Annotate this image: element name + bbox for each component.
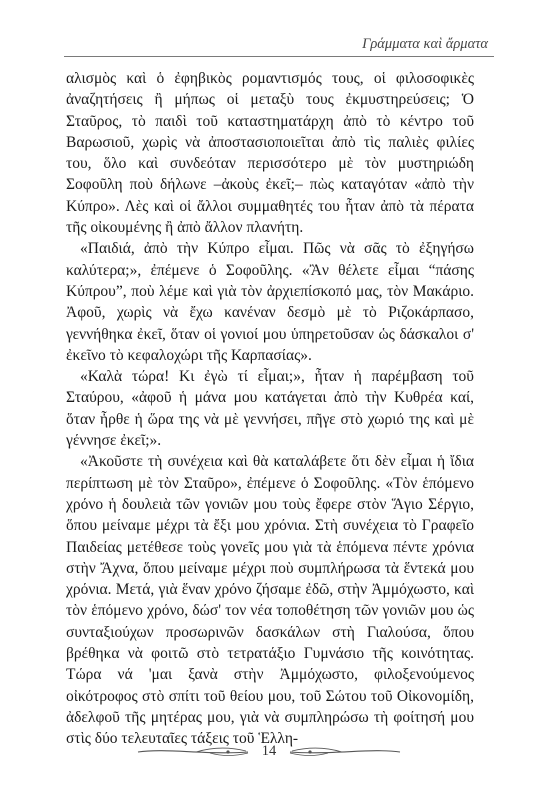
header-rule (64, 56, 494, 57)
flourish-ornament-icon (282, 742, 402, 762)
body-text (66, 68, 474, 750)
paragraph: αλισμὸς καὶ ὁ ἐφηβικὸς ρομαντισμός τους, οἱ φιλοσοφικὲς ἀναζητήσεις ἢ μήπως οἱ μεταξὺ τους ἐκμυστηρεύσεις; Ὁ Σταῦρος, τὸ παιδὶ τοῦ καταστηματάρχη ἀπὸ τὸ κέντρο τοῦ Βαρωσιοῦ, χωρὶς νὰ ἀποστασιοποιεῖται ἀπὸ τὶς παλιὲς φιλίες του, ὅλο καὶ συνδεόταν περισσότερο μὲ τὸν μυστηριώδη Σοφοῦλη ποὺ δήλωνε –ἀκοὺς ἐκεῖ;– πὼς καταγόταν «ἀπὸ τὴν Κύπρο». Λὲς καὶ οἱ ἄλλοι συμμαθητές του ἦταν ἀπὸ τὰ πέρατα τῆς οἰκουμένης ἢ ἀπὸ ἄλλον πλανήτη. (66, 70, 474, 237)
flourish-ornament-icon (136, 742, 256, 762)
page-number: 14 (261, 743, 277, 759)
running-head: Γράμματα καὶ ἄρματα (362, 36, 488, 52)
paragraph: «Παιδιά, ἀπὸ τὴν Κύπρο εἶμαι. Πῶς νὰ σᾶς τὸ ἐξηγήσω καλύτερα;», ἐπέμενε ὁ Σοφοῦλης. «Ἂν θέλετε εἶμαι “πάσης Κύπρου”, ποὺ λέμε καὶ γιὰ τὸν ἀρχιεπίσκοπό μας, τὸν Μακάριο. Ἀφοῦ, χωρὶς νὰ ἔχω κανέναν δεσμὸ μὲ τὸ Ριζοκάρπασο, γεννήθηκα ἐκεῖ, ὅταν οἱ γονιοί μου ὑπηρετοῦσαν ὡς δάσκαλοι σ' ἐκεῖνο τὸ κεφαλοχώρι τῆς Καρπασίας». (66, 240, 474, 364)
paragraph: «Καλὰ τώρα! Κι ἐγὼ τί εἶμαι;», ἦταν ἡ παρέμβαση τοῦ Σταύρου, «ἀφοῦ ἡ μάνα μου κατάγεται ἀπὸ τὴν Κυθρέα καί, ὅταν ἦρθε ἡ ὥρα της νὰ μὲ γεννήσει, πῆγε στὸ χωριό της καὶ μὲ γέννησε ἐκεῖ;». (66, 368, 474, 450)
page-footer (0, 742, 534, 762)
paragraph: «Ἀκοῦστε τὴ συνέχεια καὶ θὰ καταλάβετε ὅτι δὲν εἶμαι ἡ ἴδια περίπτωση μὲ τὸν Σταῦρο», ἐπέμενε ὁ Σοφοῦλης. «Τὸν ἑπόμενο χρόνο ἡ δουλειὰ τῶν γονιῶν μου τοὺς ἔφερε στὸν Ἅγιο Σέργιο, ὅπου μείναμε μέχρι τὰ ἔξι μου χρόνια. Στὴ συνέχεια τὸ Γραφεῖο Παιδείας μετέθεσε τοὺς γονεῖς μου γιὰ τὰ ἑπόμενα πέντε χρόνια στὴν Ἄχνα, ὅπου μείναμε μέχρι ποὺ συμπλήρωσα τὰ ἕντεκά μου χρόνια. Μετά, γιὰ ἕναν χρόνο ζήσαμε ἐδῶ, στὴν Ἀμμόχωστο, καὶ τὸν ἑπόμενο χρόνο, δώσ' τον νέα τοποθέτηση τῶν γονιῶν μου ὡς συνταξιούχων προσωρινῶν δασκάλων στὴ Γιαλούσα, ὅπου βρέθηκα νὰ φοιτῶ στὸ τετρατάξιο Γυμνάσιο τῆς κοινότητας. Τώρα νά 'μαι ξανὰ στὴν Ἀμμόχωστο, φιλοξενούμενος οἰκότροφος στὸ σπίτι τοῦ θείου μου, τοῦ Σώτου τοῦ Οἰκονομίδη, ἀδελφοῦ τῆς μητέρας μου, γιὰ νὰ συμπληρώσω τὴ φοίτησή μου στὶς δύο τελευταῖες τάξεις τοῦ Ἑλλη- (66, 453, 474, 748)
